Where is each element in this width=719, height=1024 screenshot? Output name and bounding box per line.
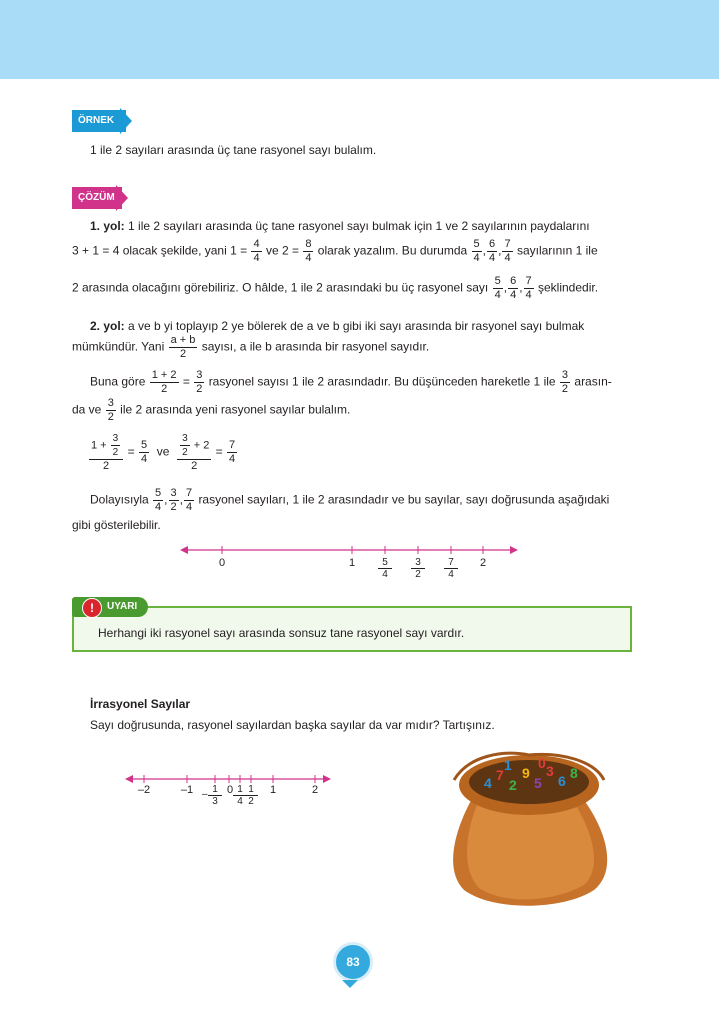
number-line-1 <box>180 542 525 558</box>
way2-text4b: ile 2 arasında yeni rasyonel sayılar bulalım. <box>120 402 351 417</box>
fraction-3-2c: $\frac{3}{2}$ <box>107 397 114 423</box>
way2-text3b: rasyonel sayısı 1 ile 2 arasındadır. Bu düşünceden hareketle 1 ile <box>208 374 556 389</box>
warning-tag: UYARI <box>72 597 148 617</box>
solution-tag-arrow <box>116 185 128 211</box>
fraction-8-4: $\frac{8}{4}$ <box>305 238 312 264</box>
fraction-5-4: $\frac{5}{4}$ <box>473 238 480 264</box>
svg-text:5: 5 <box>534 775 542 791</box>
irrational-question: Sayı doğrusunda, rasyonel sayılardan başka sayılar da var mıdır? Tartışınız. <box>90 718 495 732</box>
nl2-neg-sign: – <box>202 789 208 800</box>
calculation-row: 1 + $\frac{3}{2}$ 2 = $\frac{5}{4}$ ve $\frac{3}{2}$ + 2 2 = $\frac{7}{4}$ <box>91 433 236 472</box>
nl2-one: 1 <box>269 784 277 796</box>
way2-line4 <box>72 397 350 424</box>
way2-line1 <box>90 319 584 333</box>
example-text: 1 ile 2 sayıları arasında üç tane rasyonel sayı bulalım. <box>90 143 377 157</box>
nl1-zero: 0 <box>218 557 226 569</box>
nl1-frac-3-2: $\frac{3}{2}$ <box>411 557 425 580</box>
fraction-3-2d: $\frac{3}{2}$ <box>170 487 177 513</box>
way1-text2b: ve 2 = <box>265 243 299 258</box>
fraction-7-4b: $\frac{7}{4}$ <box>525 275 532 301</box>
way1-text1: 1 ile 2 sayıları arasında üç tane rasyonel sayı bulmak için 1 ve 2 sayılarının paydalarını <box>128 219 590 233</box>
svg-text:9: 9 <box>522 765 530 781</box>
svg-text:8: 8 <box>570 765 578 781</box>
way1-label: 1. yol: <box>90 219 125 233</box>
way1-text2d: sayılarının 1 ile <box>516 243 598 258</box>
nl2-zero: 0 <box>226 784 234 796</box>
nl2-frac-1-2: $\frac{1}{2}$ <box>244 784 258 807</box>
solution-tag: ÇÖZÜM <box>72 187 122 209</box>
page-number-pointer <box>342 980 358 988</box>
exclamation-icon: ! <box>82 598 102 618</box>
complex-fraction-2: $\frac{3}{2}$ + 2 2 <box>177 432 211 473</box>
complex-fraction-1: 1 + $\frac{3}{2}$ 2 <box>89 432 123 473</box>
fraction-7-4: $\frac{7}{4}$ <box>504 238 511 264</box>
nl2-frac-neg-1-3: $\frac{1}{3}$ <box>208 784 222 807</box>
way2-text5b: rasyonel sayıları, 1 ile 2 arasındadır ve bu sayılar, sayı doğrusunda aşağıdaki <box>198 492 610 507</box>
fraction-5-4b: $\frac{5}{4}$ <box>494 275 501 301</box>
way2-text2b: sayısı, a ile b arasında bir rasyonel sayıdır. <box>201 339 430 354</box>
nl2-two: 2 <box>311 784 319 796</box>
svg-text:0: 0 <box>538 755 546 771</box>
fraction-1plus2-over-2: $\frac{1 + 2}{2}$ <box>151 369 177 395</box>
fraction-6-4b: $\frac{6}{4}$ <box>510 275 517 301</box>
fraction-4-4: $\frac{4}{4}$ <box>253 238 260 264</box>
warning-text: Herhangi iki rasyonel sayı arasında sonsuz tane rasyonel sayı vardır. <box>98 626 465 640</box>
fraction-7-4d: $\frac{7}{4}$ <box>185 487 193 513</box>
way2-text3c: arasın- <box>574 374 612 389</box>
svg-text:6: 6 <box>558 773 566 789</box>
sack-of-numbers-illustration <box>434 740 619 910</box>
svg-text:4: 4 <box>484 775 492 791</box>
fraction-5-4c: $\frac{5}{4}$ <box>140 439 148 465</box>
example-tag: ÖRNEK <box>72 110 126 132</box>
nl1-one: 1 <box>348 557 356 569</box>
nl1-frac-5-4: $\frac{5}{4}$ <box>378 557 392 580</box>
way1-text2c: olarak yazalım. Bu durumda <box>317 243 468 258</box>
nl2-frac-1-4: $\frac{1}{4}$ <box>233 784 247 807</box>
way2-line6: gibi gösterilebilir. <box>72 518 161 532</box>
fraction-6-4: $\frac{6}{4}$ <box>489 238 496 264</box>
fraction-3-2: $\frac{3}{2}$ <box>196 369 203 395</box>
way2-text5a: Dolayısıyla <box>90 492 149 507</box>
nl1-two: 2 <box>479 557 487 569</box>
way1-line3: 2 arasında olacağını görebiliriz. O hâlde, 1 ile 2 arasındaki bu üç rasyonel sayı $\frac{5}{4}$ , $\frac{6}{4}$ , $\frac{7}{4}$ şeklindedir. <box>72 275 599 301</box>
way2-text3a: Buna göre <box>90 374 146 389</box>
way2-label: 2. yol: <box>90 319 125 333</box>
top-header-band <box>0 0 719 79</box>
way1-text2a: 3 + 1 = 4 olacak şekilde, yani 1 = <box>72 243 248 258</box>
way2-line3: Buna göre $\frac{1 + 2}{2}$ = $\frac{3}{2}$ rasyonel sayısı 1 ile 2 arasındadır. Bu düşünceden hareketle 1 ile $\frac{3}{2}$ arasın- <box>90 369 612 395</box>
way2-text1: a ve b yi toplayıp 2 ye bölerek de a ve b gibi iki sayı arasında bir rasyonel sayı bulmak <box>128 319 585 333</box>
nl1-frac-7-4: $\frac{7}{4}$ <box>444 557 458 580</box>
way1-text3a: 2 arasında olacağını görebiliriz. O hâlde, 1 ile 2 arasındaki bu üç rasyonel sayı <box>72 280 489 295</box>
irrational-title: İrrasyonel Sayılar <box>90 697 191 711</box>
way1-line1 <box>90 219 590 233</box>
fraction-7-4c: $\frac{7}{4}$ <box>229 439 236 465</box>
nl2-minus-one: –1 <box>180 784 194 796</box>
svg-text:1: 1 <box>504 757 512 773</box>
svg-text:7: 7 <box>496 767 504 783</box>
example-tag-arrow <box>120 108 132 134</box>
and-word: ve <box>156 444 170 459</box>
way2-text2a: mümkündür. Yani <box>72 339 165 354</box>
way2-line2 <box>72 334 429 361</box>
page-number-badge: 83 <box>333 942 373 982</box>
way1-line2: 3 + 1 = 4 olacak şekilde, yani 1 = $\frac{4}{4}$ ve 2 = $\frac{8}{4}$ olarak yazalım. Bu durumda $\frac{5}{4}$ , $\frac{6}{4}$ , $\frac{7}{4}$ sayılarının 1 ile <box>72 238 598 264</box>
fraction-a-plus-b-over-2: $\frac{a + b}{2}$ <box>170 334 196 360</box>
way2-text4a: da ve <box>72 402 102 417</box>
svg-text:2: 2 <box>509 777 517 793</box>
nl2-minus-two: –2 <box>137 784 151 796</box>
svg-text:3: 3 <box>546 763 554 779</box>
fraction-3-2b: $\frac{3}{2}$ <box>561 369 569 395</box>
way1-text3b: şeklindedir. <box>538 280 599 295</box>
fraction-5-4d: $\frac{5}{4}$ <box>155 487 162 513</box>
way2-line5: Dolayısıyla $\frac{5}{4}$ , $\frac{3}{2}$ , $\frac{7}{4}$ rasyonel sayıları, 1 ile 2 arasındadır ve bu sayılar, sayı doğrusunda aşağıdaki <box>90 487 610 513</box>
